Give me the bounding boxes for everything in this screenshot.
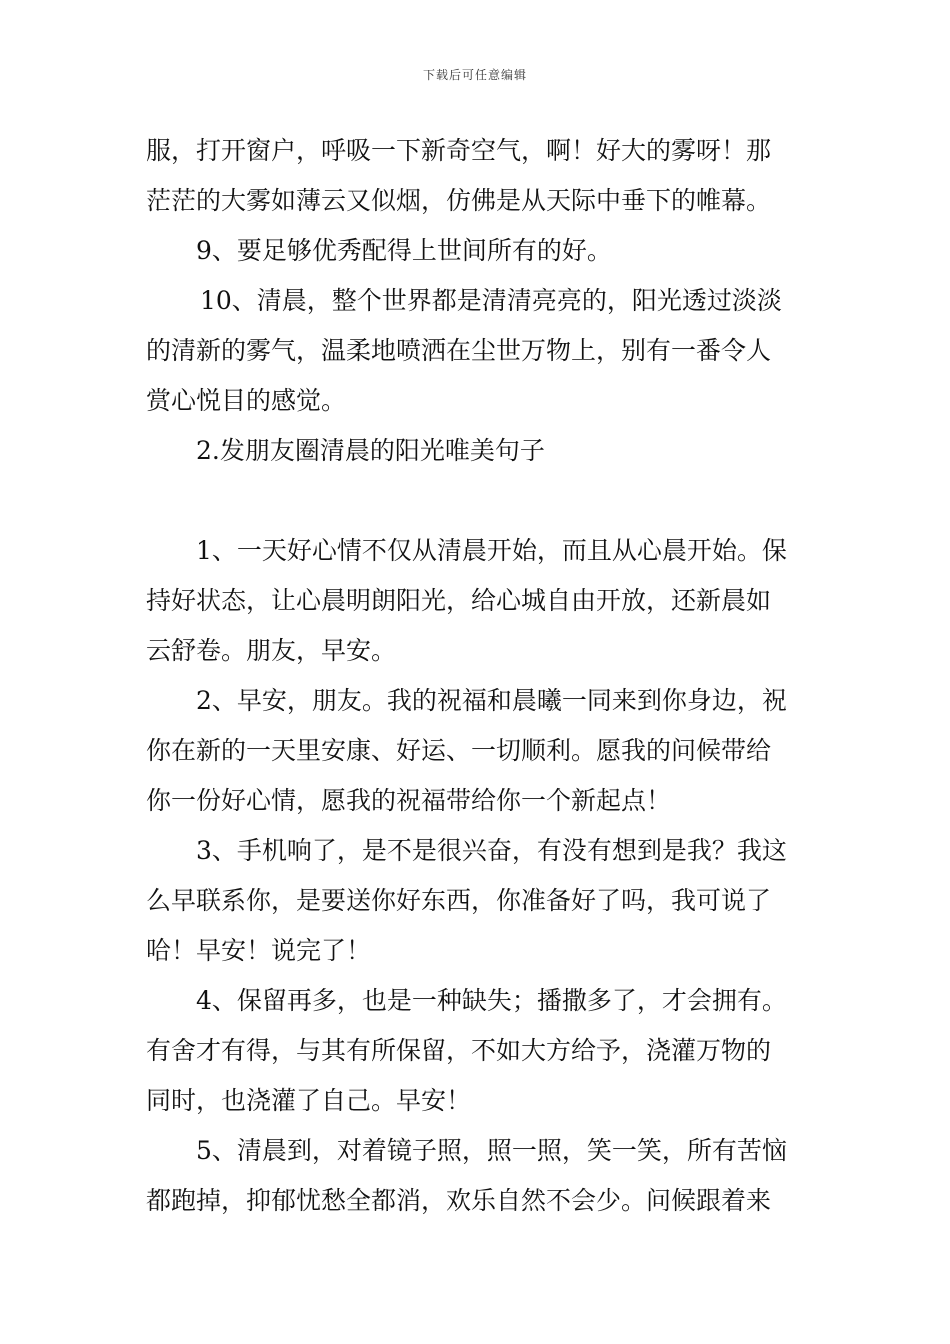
text-line: 服，打开窗户，呼吸一下新奇空气，啊！好大的雾呀！那	[146, 136, 772, 165]
text-line: 同时，也浇灌了自己。早安！	[146, 1086, 472, 1115]
paragraph-item-2	[146, 676, 806, 826]
text-line: 么早联系你，是要送你好东西，你准备好了吗，我可说了	[146, 886, 772, 915]
paragraph-item-1	[146, 526, 806, 676]
text-line: 2、早安，朋友。我的祝福和晨曦一同来到你身边，祝	[196, 686, 787, 715]
section-title: 2.发朋友圈清晨的阳光唯美句子	[196, 436, 545, 465]
text-line: 有舍才有得，与其有所保留，不如大方给予，浇灌万物的	[146, 1036, 772, 1065]
text-line: 1、一天好心情不仅从清晨开始，而且从心晨开始。保	[196, 536, 787, 565]
paragraph-item-9	[146, 226, 806, 276]
text-line: 你一份好心情，愿我的祝福带给你一个新起点！	[146, 786, 672, 815]
paragraph-continuation	[146, 126, 806, 226]
section-heading	[146, 426, 806, 476]
paragraph-item-5	[146, 1126, 806, 1226]
text-line: 持好状态，让心晨明朗阳光，给心城自由开放，还新晨如	[146, 586, 772, 615]
paragraph-item-10	[146, 276, 806, 426]
text-line: 5、清晨到，对着镜子照，照一照，笑一笑，所有苦恼	[196, 1136, 787, 1165]
header-note: 下载后可任意编辑	[422, 68, 527, 82]
text-line: 你在新的一天里安康、好运、一切顺利。愿我的问候带给	[146, 736, 772, 765]
paragraph-item-3	[146, 826, 806, 976]
paragraph-item-4	[146, 976, 806, 1126]
text-line: 赏心悦目的感觉。	[146, 386, 347, 415]
text-line: 10、清晨，整个世界都是清清亮亮的，阳光透过淡淡	[200, 286, 782, 315]
text-line: 哈！早安！说完了！	[146, 936, 372, 965]
text-line: 茫茫的大雾如薄云又似烟，仿佛是从天际中垂下的帷幕。	[146, 186, 772, 215]
text-line: 都跑掉，抑郁忧愁全都消，欢乐自然不会少。问候跟着来	[146, 1186, 772, 1215]
text-line: 9、要足够优秀配得上世间所有的好。	[196, 236, 612, 265]
text-line: 3、手机响了，是不是很兴奋，有没有想到是我？我这	[196, 836, 787, 865]
document-body	[146, 126, 806, 1226]
text-line: 的清新的雾气，温柔地喷洒在尘世万物上，别有一番令人	[146, 336, 772, 365]
text-line: 云舒卷。朋友，早安。	[146, 636, 397, 665]
text-line: 4、保留再多，也是一种缺失；播撒多了，才会拥有。	[196, 986, 787, 1015]
